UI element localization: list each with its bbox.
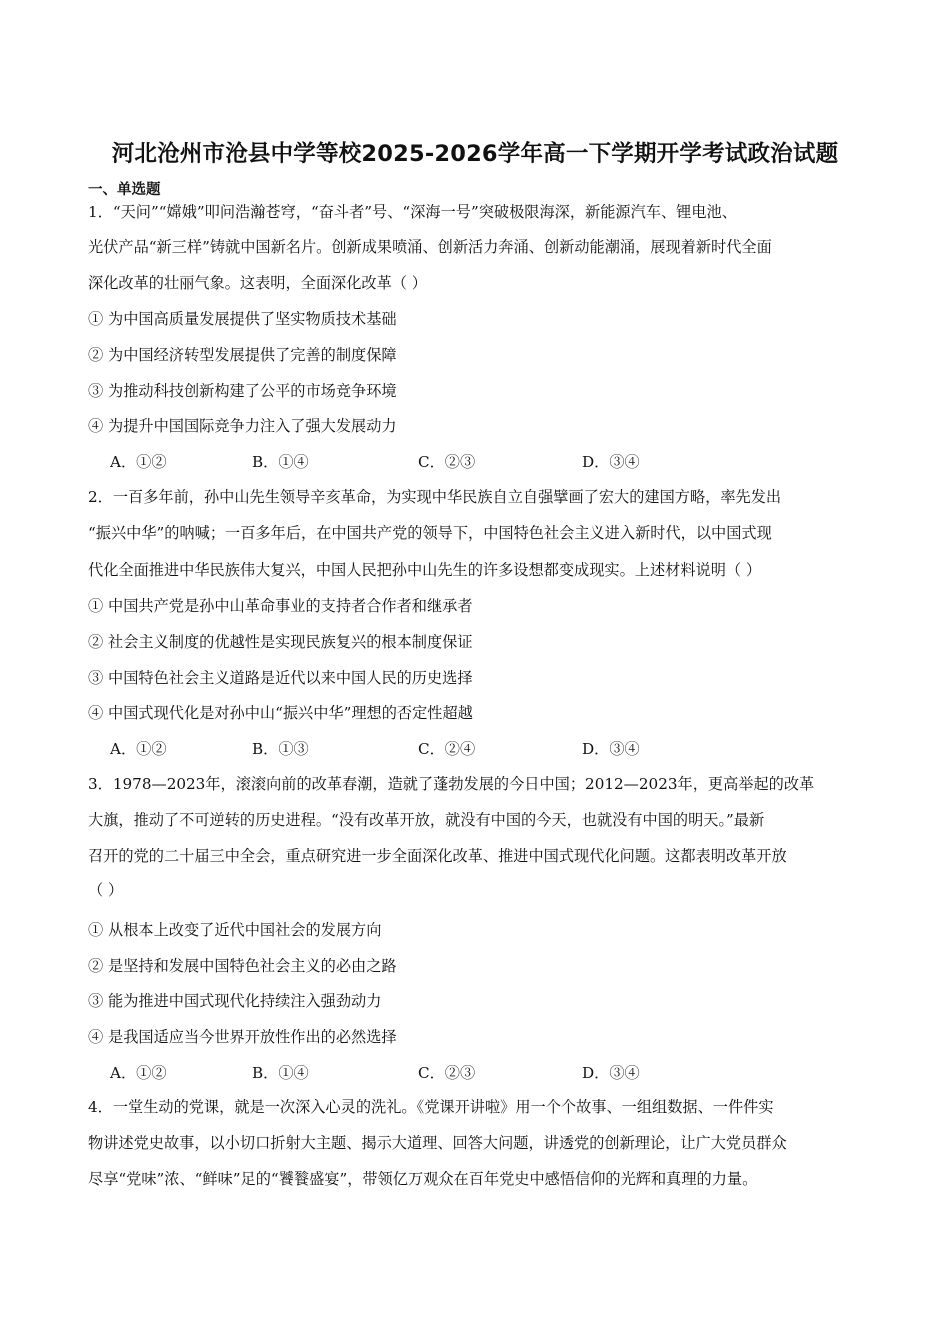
question-stem: 3．1978—2023年，滚滚向前的改革春潮，造就了蓬勃发展的今日中国；2012—2023年，更高举起的改革	[88, 775, 815, 793]
question-stem: 1．“天问”“嫦娥”叩问浩瀚苍穹，“奋斗者”号、“深海一号”突破极限海深，新能源汽车、锂电池、	[88, 203, 737, 221]
answer-choice-c[interactable]: C．②③	[418, 1064, 476, 1082]
question-text-line: 代化全面推进中华民族伟大复兴，中国人民把孙中山先生的许多设想都变成现实。上述材料说明（ ）	[88, 561, 762, 579]
statement-option: ② 为中国经济转型发展提供了完善的制度保障	[88, 346, 397, 364]
answer-choice-b[interactable]: B．①④	[252, 1064, 309, 1082]
page-title: 河北沧州市沧县中学等校2025-2026学年高一下学期开学考试政治试题	[111, 141, 839, 167]
question-text-line: 召开的党的二十届三中全会，重点研究进一步全面深化改革、推进中国式现代化问题。这都表明改革开放	[88, 847, 787, 865]
question-text-line: 光伏产品“新三样”铸就中国新名片。创新成果喷涌、创新活力奔涌、创新动能潮涌，展现着新时代全面	[88, 238, 772, 256]
answer-choice-a[interactable]: A．①②	[110, 740, 167, 758]
question-text-line: （ ）	[88, 881, 124, 899]
statement-option: ② 社会主义制度的优越性是实现民族复兴的根本制度保证	[88, 633, 473, 651]
answer-choice-a[interactable]: A．①②	[110, 1064, 167, 1082]
question-text-line: 物讲述党史故事，以小切口折射大主题、揭示大道理、回答大问题，讲透党的创新理论，让广大党员群众	[88, 1134, 787, 1152]
question-text-line: 尽享“党味”浓、“鲜味”足的“饕餮盛宴”，带领亿万观众在百年党史中感悟信仰的光辉和真理的力量。	[88, 1170, 758, 1188]
statement-option: ② 是坚持和发展中国特色社会主义的必由之路	[88, 957, 397, 975]
answer-choice-c[interactable]: C．②④	[418, 740, 476, 758]
question-stem: 4．一堂生动的党课，就是一次深入心灵的洗礼。《党课开讲啦》用一个个故事、一组组数据、一件件实	[88, 1098, 774, 1116]
answer-choice-d[interactable]: D．③④	[582, 1064, 640, 1082]
question-text-line: 深化改革的壮丽气象。这表明，全面深化改革（ ）	[88, 274, 427, 292]
statement-option: ④ 为提升中国国际竞争力注入了强大发展动力	[88, 417, 397, 435]
answer-choice-a[interactable]: A．①②	[110, 453, 167, 471]
statement-option: ③ 为推动科技创新构建了公平的市场竞争环境	[88, 382, 397, 400]
answer-choice-b[interactable]: B．①④	[252, 453, 309, 471]
statement-option: ① 从根本上改变了近代中国社会的发展方向	[88, 921, 382, 939]
section-heading: 一、单选题	[88, 182, 161, 198]
statement-option: ③ 中国特色社会主义道路是近代以来中国人民的历史选择	[88, 669, 473, 687]
question-text-line: “振兴中华”的呐喊；一百多年后，在中国共产党的领导下，中国特色社会主义进入新时代，以中国式现	[88, 524, 772, 542]
answer-choice-b[interactable]: B．①③	[252, 740, 309, 758]
statement-option: ① 为中国高质量发展提供了坚实物质技术基础	[88, 310, 397, 328]
statement-option: ① 中国共产党是孙中山革命事业的支持者合作者和继承者	[88, 597, 473, 615]
answer-choice-d[interactable]: D．③④	[582, 740, 640, 758]
answer-choice-d[interactable]: D．③④	[582, 453, 640, 471]
question-text-line: 大旗，推动了不可逆转的历史进程。“没有改革开放，就没有中国的今天，也就没有中国的明天。”最新	[88, 811, 765, 829]
statement-option: ③ 能为推进中国式现代化持续注入强劲动力	[88, 992, 382, 1010]
statement-option: ④ 中国式现代化是对孙中山“振兴中华”理想的否定性超越	[88, 704, 473, 722]
statement-option: ④ 是我国适应当今世界开放性作出的必然选择	[88, 1028, 397, 1046]
answer-choice-c[interactable]: C．②③	[418, 453, 476, 471]
question-stem: 2．一百多年前，孙中山先生领导辛亥革命，为实现中华民族自立自强擘画了宏大的建国方略，率先发出	[88, 488, 782, 506]
